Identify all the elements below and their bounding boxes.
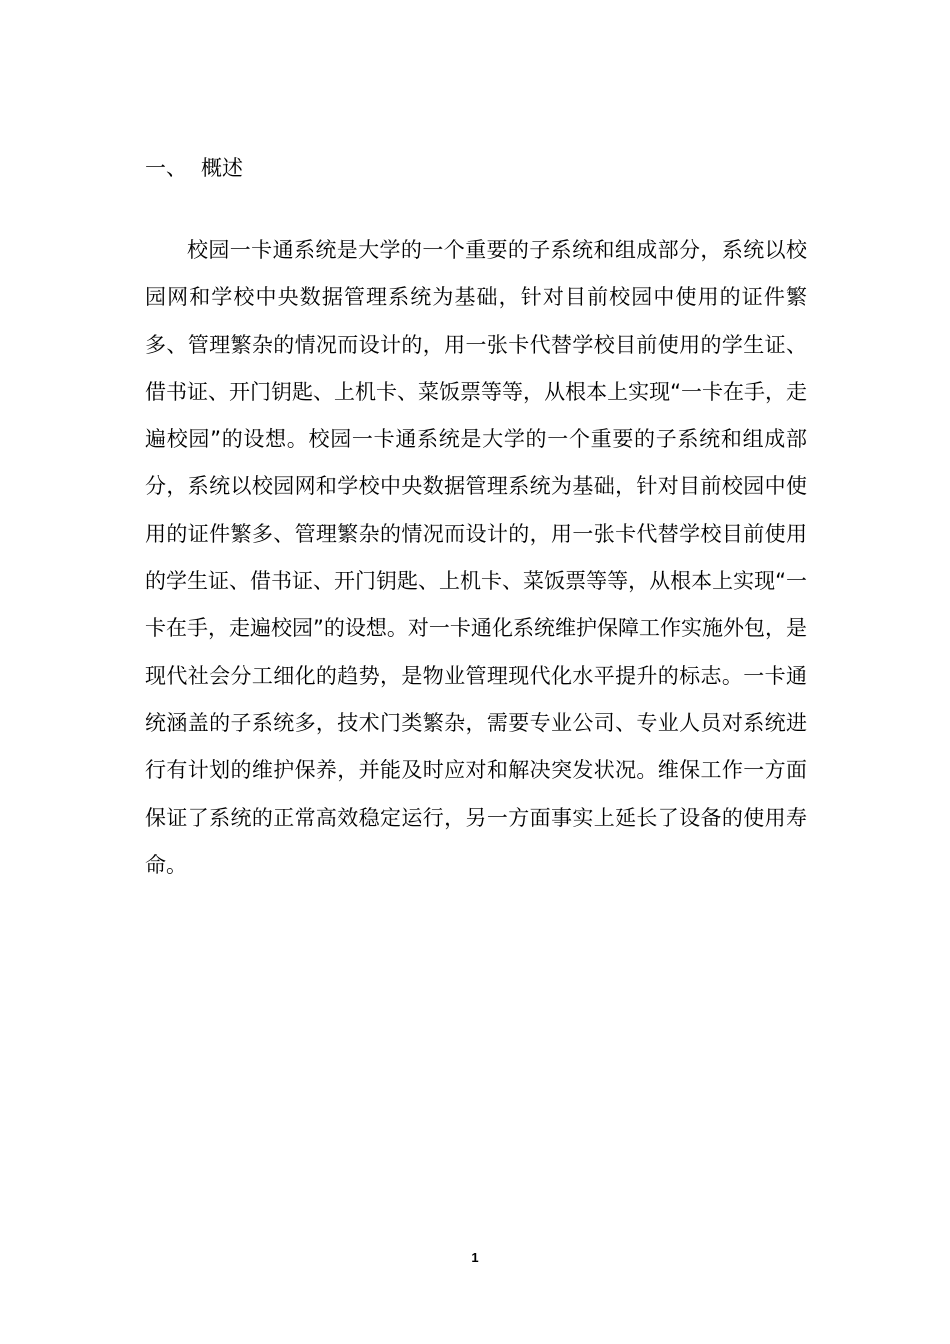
section-title: 概述 bbox=[201, 156, 243, 180]
section-heading bbox=[145, 152, 243, 184]
body-paragraph: 校园一卡通系统是大学的一个重要的子系统和组成部分，系统以校园网和学校中央数据管理系统为基础，针对目前校园中使用的证件繁多、管理繁杂的情况而设计的，用一张卡代替学校目前使用的学生证、借书证、开门钥匙、上机卡、菜饭票等等，从根本上实现“一卡在手，走遍校园”的设想。校园一卡通系统是大学的一个重要的子系统和组成部分，系统以校园网和学校中央数据管理系统为基础，针对目前校园中使用的证件繁多、管理繁杂的情况而设计的，用一张卡代替学校目前使用的学生证、借书证、开门钥匙、上机卡、菜饭票等等，从根本上实现“一卡在手，走遍校园”的设想。对一卡通化系统维护保障工作实施外包，是现代社会分工细化的趋势，是物业管理现代化水平提升的标志。一卡通统涵盖的子系统多，技术门类繁杂，需要专业公司、专业人员对系统进行有计划的维护保养，并能及时应对和解决突发状况。维保工作一方面保证了系统的正常高效稳定运行，另一方面事实上延长了设备的使用寿命。 bbox=[145, 238, 807, 877]
page-number: 1 bbox=[471, 1250, 479, 1265]
section-number: 一、 bbox=[145, 156, 187, 180]
